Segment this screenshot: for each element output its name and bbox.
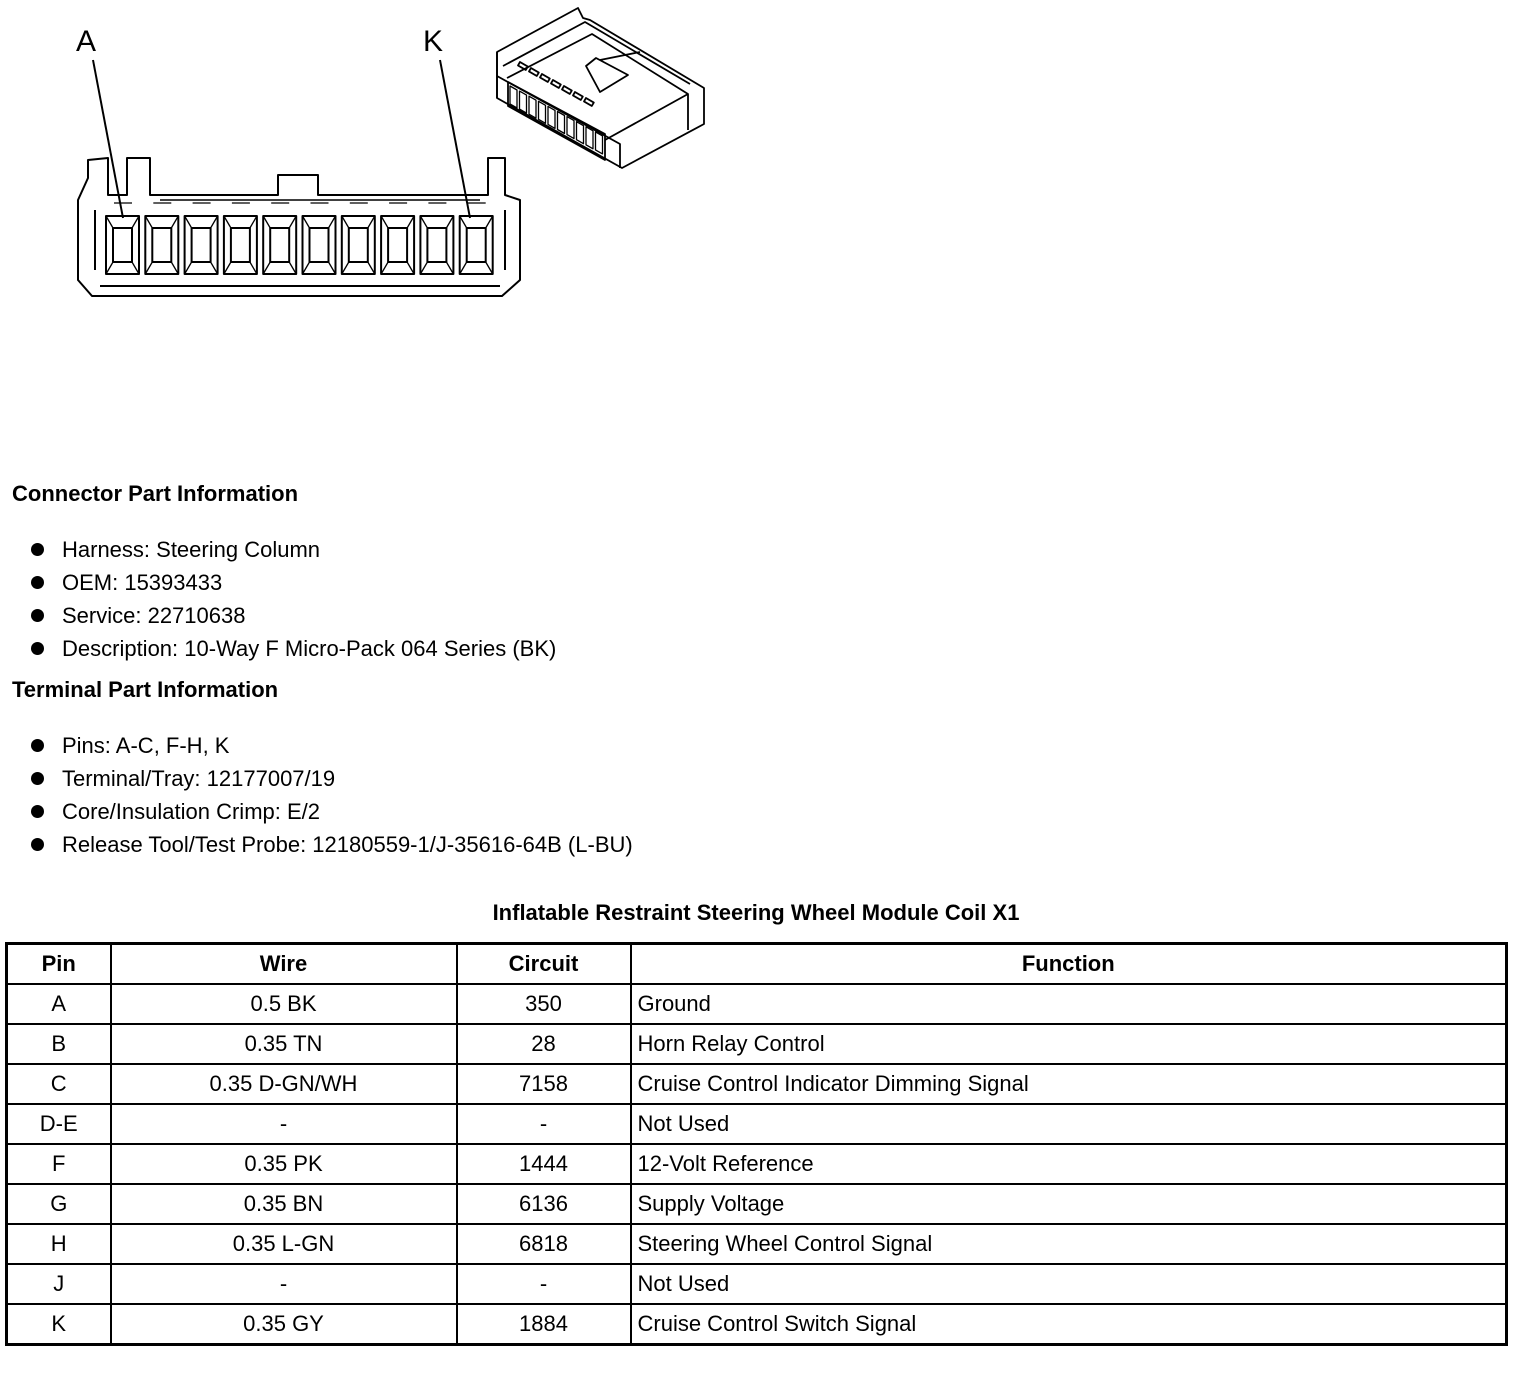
list-item: Core/Insulation Crimp: E/2 (30, 795, 633, 828)
cell-circuit: 350 (457, 984, 631, 1024)
terminal-cavity (303, 203, 336, 274)
table-row (7, 1064, 1507, 1104)
table-row (7, 1224, 1507, 1264)
terminal-cavity (420, 203, 453, 274)
header-circuit: Circuit (457, 944, 631, 985)
table-row (7, 984, 1507, 1024)
terminal-part-info-list (30, 729, 633, 861)
cell-wire: 0.35 PK (111, 1144, 457, 1184)
terminal-cavities (106, 203, 493, 274)
bullet-icon (31, 576, 44, 589)
terminal-cavity (263, 203, 296, 274)
bullet-icon (31, 543, 44, 556)
cell-circuit: 6136 (457, 1184, 631, 1224)
cell-pin: G (7, 1184, 111, 1224)
list-item: Description: 10-Way F Micro-Pack 064 Series (BK) (30, 632, 556, 665)
list-item: Release Tool/Test Probe: 12180559-1/J-35616-64B (L-BU) (30, 828, 633, 861)
connector-part-info-list (30, 533, 556, 665)
terminal-cavity (145, 203, 178, 274)
table-row (7, 1024, 1507, 1064)
bullet-icon (31, 838, 44, 851)
cell-function: 12-Volt Reference (631, 1144, 1507, 1184)
bullet-icon (31, 609, 44, 622)
cell-circuit: 7158 (457, 1064, 631, 1104)
terminal-cavity (185, 203, 218, 274)
cell-circuit: - (457, 1264, 631, 1304)
connector-diagram (0, 0, 720, 320)
cell-wire: 0.35 D-GN/WH (111, 1064, 457, 1104)
cell-wire: - (111, 1104, 457, 1144)
header-function: Function (631, 944, 1507, 985)
cell-function: Not Used (631, 1264, 1507, 1304)
header-wire: Wire (111, 944, 457, 985)
cell-pin: B (7, 1024, 111, 1064)
list-item: Harness: Steering Column (30, 533, 556, 566)
bullet-icon (31, 805, 44, 818)
cell-function: Cruise Control Indicator Dimming Signal (631, 1064, 1507, 1104)
cell-pin: A (7, 984, 111, 1024)
pin-label-k: K (423, 25, 444, 58)
terminal-cavity (460, 203, 493, 274)
list-item: Service: 22710638 (30, 599, 556, 632)
cell-circuit: 1444 (457, 1144, 631, 1184)
cell-pin: J (7, 1264, 111, 1304)
terminal-cavity (381, 203, 414, 274)
cell-wire: 0.35 TN (111, 1024, 457, 1064)
cell-circuit: 28 (457, 1024, 631, 1064)
cell-pin: D-E (7, 1104, 111, 1144)
cell-function: Ground (631, 984, 1507, 1024)
cell-pin: F (7, 1144, 111, 1184)
list-item: Pins: A-C, F-H, K (30, 729, 633, 762)
terminal-cavity (342, 203, 375, 274)
table-row (7, 1304, 1507, 1345)
header-pin: Pin (7, 944, 111, 985)
table-row (7, 1144, 1507, 1184)
table-row (7, 1184, 1507, 1224)
cell-function: Cruise Control Switch Signal (631, 1304, 1507, 1345)
cell-wire: - (111, 1264, 457, 1304)
bullet-icon (31, 772, 44, 785)
pinout-table (5, 942, 1508, 1346)
cell-function: Steering Wheel Control Signal (631, 1224, 1507, 1264)
cell-wire: 0.5 BK (111, 984, 457, 1024)
bullet-icon (31, 739, 44, 752)
cell-wire: 0.35 GY (111, 1304, 457, 1345)
cell-wire: 0.35 BN (111, 1184, 457, 1224)
connector-part-info-heading: Connector Part Information (12, 481, 299, 506)
cell-pin: C (7, 1064, 111, 1104)
cell-wire: 0.35 L-GN (111, 1224, 457, 1264)
terminal-cavity (224, 203, 257, 274)
list-item: OEM: 15393433 (30, 566, 556, 599)
cell-function: Supply Voltage (631, 1184, 1507, 1224)
cell-function: Not Used (631, 1104, 1507, 1144)
bullet-icon (31, 642, 44, 655)
list-item: Terminal/Tray: 12177007/19 (30, 762, 633, 795)
connector-isometric-view (497, 8, 704, 168)
pin-label-a: A (76, 25, 97, 58)
table-row (7, 1104, 1507, 1144)
cell-circuit: 6818 (457, 1224, 631, 1264)
table-title: Inflatable Restraint Steering Wheel Module Coil X1 (492, 900, 1020, 925)
cell-pin: K (7, 1304, 111, 1345)
cell-circuit: 1884 (457, 1304, 631, 1345)
table-header-row (7, 944, 1507, 985)
terminal-part-info-heading: Terminal Part Information (12, 677, 279, 702)
cell-pin: H (7, 1224, 111, 1264)
table-row (7, 1264, 1507, 1304)
cell-circuit: - (457, 1104, 631, 1144)
cell-function: Horn Relay Control (631, 1024, 1507, 1064)
